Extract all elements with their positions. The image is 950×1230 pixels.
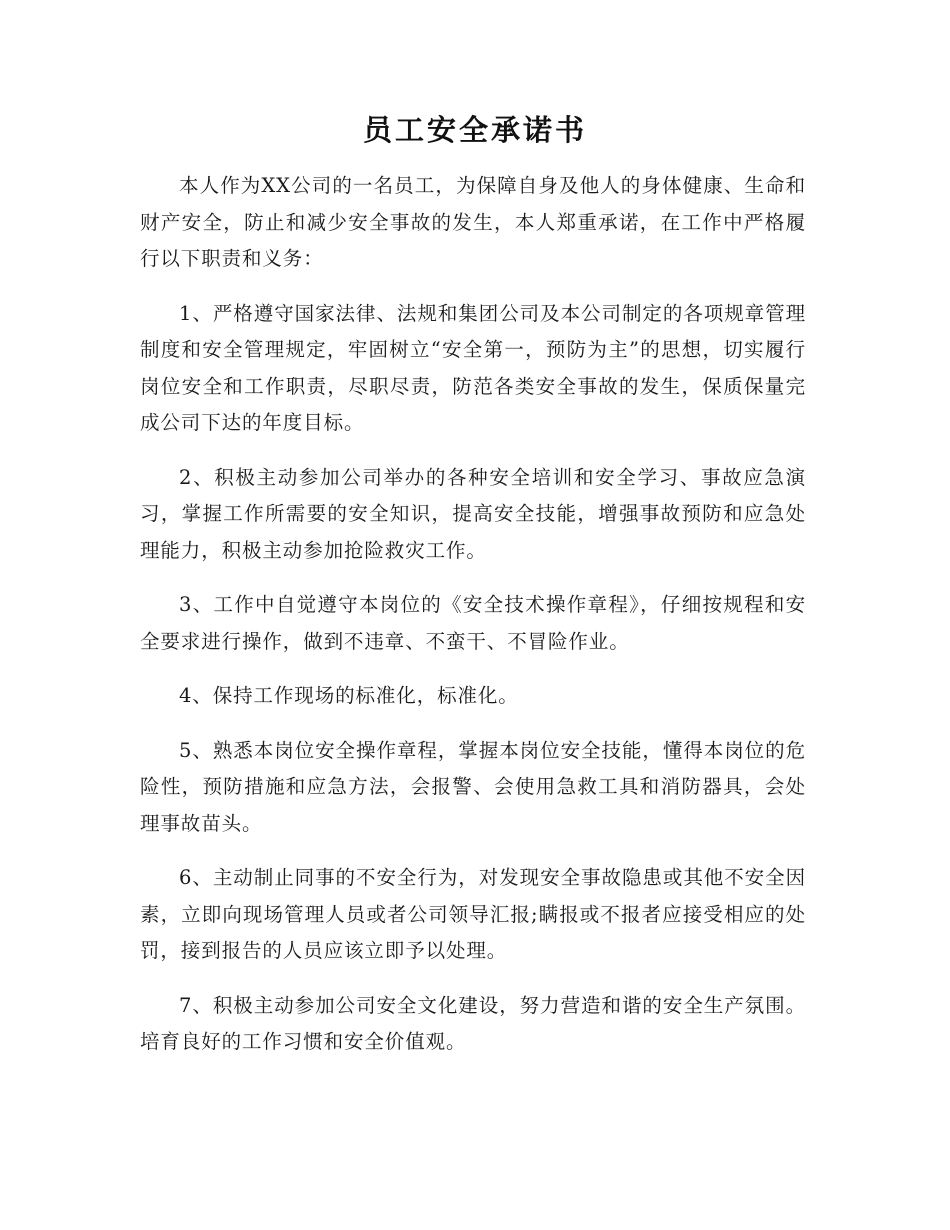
clause-2-paragraph: 2、积极主动参加公司举办的各种安全培训和安全学习、事故应急演习，掌握工作所需要的安全知识，提高安全技能，增强事故预防和应急处理能力，积极主动参加抢险救灾工作。: [140, 465, 806, 562]
clause-4-paragraph: 4、保持工作现场的标准化，标准化。: [179, 684, 519, 707]
clause-7-paragraph: 7、积极主动参加公司安全文化建设，努力营造和谐的安全生产氛围。培育良好的工作习惯和安全价值观。: [140, 993, 806, 1053]
document-body: [140, 168, 806, 1061]
clause-6-paragraph: 6、主动制止同事的不安全行为，对发现安全事故隐患或其他不安全因素，立即向现场管理人员或者公司领导汇报;瞒报或不报者应接受相应的处罚，接到报告的人员应该立即予以处理。: [140, 866, 806, 962]
document-title: 员工安全承诺书: [362, 113, 587, 147]
clause-1-paragraph: 1、严格遵守国家法律、法规和集团公司及本公司制定的各项规章管理制度和安全管理规定，牢固树立“安全第一，预防为主”的思想，切实履行岗位安全和工作职责，尽职尽责，防范各类安全事故的发生，保质保量完成公司下达的年度目标。: [140, 301, 806, 434]
clause-3-paragraph: 3、工作中自觉遵守本岗位的《安全技术操作章程》，仔细按规程和安全要求进行操作，做到不违章、不蛮干、不冒险作业。: [140, 593, 806, 653]
clause-5-paragraph: 5、熟悉本岗位安全操作章程，掌握本岗位安全技能，懂得本岗位的危险性，预防措施和应急方法，会报警、会使用急救工具和消防器具，会处理事故苗头。: [140, 738, 806, 835]
intro-paragraph: 本人作为XX公司的一名员工，为保障自身及他人的身体健康、生命和财产安全，防止和减少安全事故的发生，本人郑重承诺，在工作中严格履行以下职责和义务：: [140, 174, 806, 270]
